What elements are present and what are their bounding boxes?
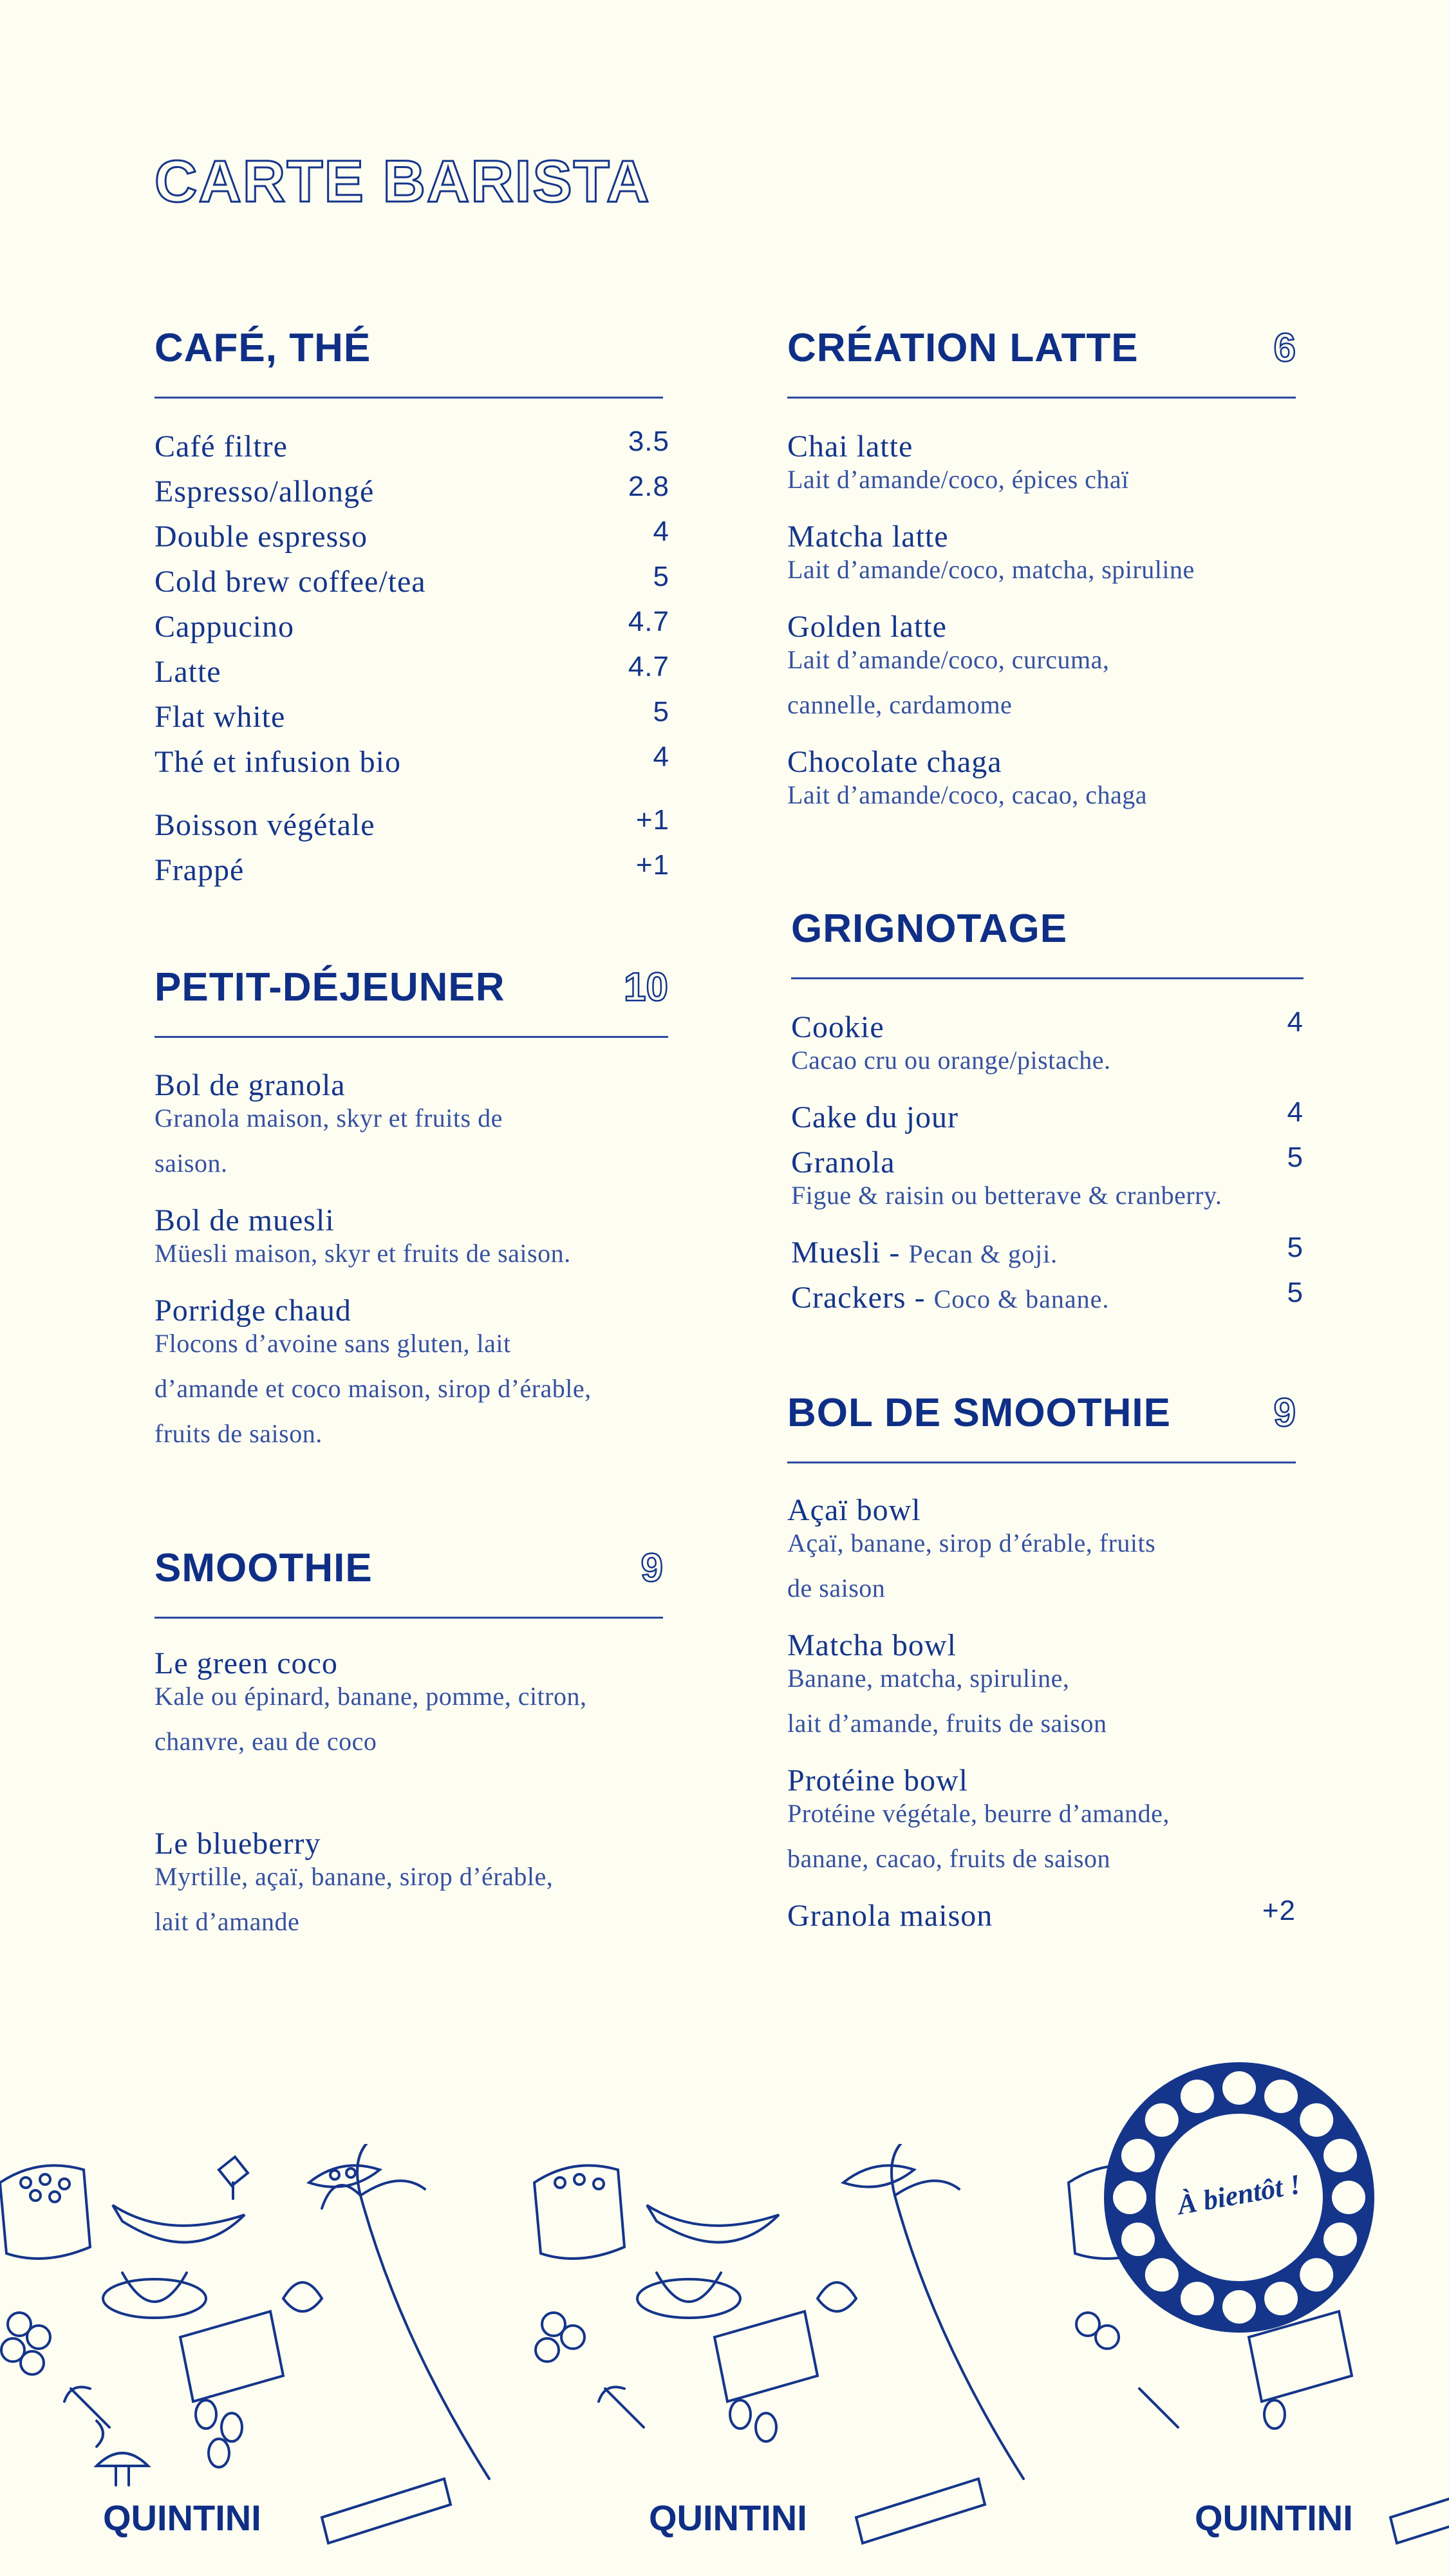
item-name: Granola <box>791 1145 895 1180</box>
item-name: Le blueberry <box>154 1827 321 1861</box>
item-name: Granola maison <box>787 1899 993 1933</box>
item-name: Cappucino <box>154 610 294 644</box>
brand-logo: QUINTINI <box>1188 2497 1360 2539</box>
item-desc: Lait d’amande/coco, épices chaï <box>787 465 1129 494</box>
section-cafe <box>154 328 669 399</box>
badge-ring-dot <box>1323 2223 1357 2256</box>
item-desc: d’amande et coco maison, sirop d’érable, <box>154 1374 592 1403</box>
item-inline-desc: Pecan & goji. <box>908 1239 1058 1268</box>
section-title: BOL DE SMOOTHIE <box>787 1391 1172 1435</box>
badge-text: À bientôt ! <box>1175 2168 1304 2221</box>
divider <box>787 1462 1296 1463</box>
item-desc: chanvre, eau de coco <box>154 1727 377 1756</box>
item-name: Açaï bowl <box>787 1493 921 1527</box>
item-price: 4.7 <box>628 606 669 637</box>
badge-ring-dot <box>1181 2080 1214 2113</box>
cafe-list <box>154 426 669 895</box>
item-desc: lait d’amande, fruits de saison <box>787 1709 1107 1738</box>
item-desc: Figue & raisin ou betterave & cranberry. <box>791 1181 1222 1210</box>
item-desc: Flocons d’avoine sans gluten, lait <box>154 1329 511 1358</box>
coffee-sack-icon <box>0 2165 90 2259</box>
cheese-icon <box>180 2311 283 2402</box>
item-price: +1 <box>635 804 669 836</box>
menu-item <box>154 561 669 599</box>
item-price: 3.5 <box>628 426 669 457</box>
section-title: CAFÉ, THÉ <box>154 326 371 370</box>
item-desc: Banane, matcha, spiruline, <box>787 1664 1070 1693</box>
item-price: 4 <box>1287 1096 1304 1128</box>
menu-item <box>154 741 669 779</box>
item-name: Espresso/allongé <box>154 475 375 509</box>
item-inline-desc: Coco & banane. <box>933 1284 1110 1313</box>
corkscrew-icon <box>64 2387 109 2447</box>
divider <box>154 397 663 399</box>
item-price: 5 <box>1287 1142 1304 1173</box>
item-name: Thé et infusion bio <box>154 745 401 779</box>
badge-ring-dot <box>1145 2103 1179 2137</box>
leaf-icon <box>219 2157 248 2199</box>
item-desc: Cacao cru ou orange/pistache. <box>791 1046 1111 1075</box>
section-bol-smoothie <box>787 1393 1296 1463</box>
divider <box>154 1036 668 1038</box>
item-name: Golden latte <box>787 610 947 644</box>
item-price: +2 <box>1262 1895 1296 1926</box>
bol-list <box>787 1495 1315 1959</box>
badge-ring-dot <box>1300 2258 1333 2291</box>
section-smoothie <box>154 1548 663 1619</box>
item-price: 5 <box>653 696 669 728</box>
menu-item <box>154 696 669 734</box>
item-desc: Lait d’amande/coco, cacao, chaga <box>787 780 1148 809</box>
item-desc: fruits de saison. <box>154 1419 323 1448</box>
divider <box>787 397 1296 399</box>
badge-ring-dot <box>1222 2071 1256 2105</box>
item-desc: cannelle, cardamome <box>787 690 1013 719</box>
item-name: Protéine bowl <box>787 1763 968 1798</box>
badge-ring-dot <box>1181 2282 1214 2315</box>
section-price: 10 <box>624 965 668 1010</box>
menu-item <box>154 471 669 509</box>
extra-item <box>154 804 669 842</box>
carrot-icon <box>322 2144 489 2479</box>
item-name: Boisson végétale <box>154 808 375 842</box>
item-price: 4.7 <box>628 651 669 682</box>
section-title: GRIGNOTAGE <box>791 907 1068 951</box>
item-price: 2.8 <box>628 471 669 502</box>
item-price: 5 <box>1287 1277 1304 1308</box>
section-price: 6 <box>1273 326 1296 370</box>
item-name: Le green coco <box>154 1646 338 1680</box>
section-grignotage <box>791 909 1304 979</box>
badge-ring-dot <box>1264 2080 1298 2113</box>
item-desc: Lait d’amande/coco, curcuma, <box>787 645 1110 674</box>
item-price: 4 <box>653 741 669 773</box>
latte-list <box>787 431 1315 837</box>
section-petit-dejeuner <box>154 965 668 1038</box>
farewell-badge <box>1098 2056 1381 2339</box>
menu-item <box>154 516 669 554</box>
menu-item <box>791 1277 1304 1315</box>
item-desc: de saison <box>787 1574 886 1603</box>
item-name: Matcha latte <box>787 520 949 554</box>
section-title: PETIT-DÉJEUNER <box>154 965 505 1010</box>
menu-item <box>791 1232 1304 1270</box>
item-desc: Granola maison, skyr et fruits de <box>154 1104 503 1133</box>
item-desc: Protéine végétale, beurre d’amande, <box>787 1799 1170 1828</box>
item-name: Porridge chaud <box>154 1293 351 1328</box>
grignotage-list <box>791 1006 1304 1334</box>
item-name: Crackers - <box>791 1281 926 1315</box>
item-desc: Myrtille, açaï, banane, sirop d’érable, <box>154 1862 554 1891</box>
item-name: Frappé <box>154 853 245 887</box>
pea-pod-icon <box>309 2165 380 2186</box>
menu-item <box>154 651 669 689</box>
item-price: 5 <box>1287 1232 1304 1263</box>
section-price: 9 <box>1273 1391 1296 1435</box>
badge-ring-dot <box>1145 2258 1179 2291</box>
item-name: Café filtre <box>154 429 288 464</box>
menu-item <box>154 606 669 644</box>
item-desc: Kale ou épinard, banane, pomme, citron, <box>154 1682 587 1711</box>
mushroom-icon <box>97 2453 148 2485</box>
item-name: Muesli - <box>791 1236 901 1270</box>
item-price: 5 <box>653 561 669 592</box>
item-name: Cake du jour <box>791 1100 958 1134</box>
grapes-icon <box>1 2313 50 2374</box>
item-name: Bol de muesli <box>154 1203 335 1237</box>
cup-icon <box>103 2273 206 2318</box>
item-price: 4 <box>653 516 669 547</box>
item-desc: banane, cacao, fruits de saison <box>787 1844 1110 1873</box>
item-name: Chai latte <box>787 429 913 464</box>
petit-list <box>154 1070 682 1469</box>
section-title: CRÉATION LATTE <box>787 326 1139 370</box>
item-name: Chocolate chaga <box>787 745 1002 779</box>
item-desc: Lait d’amande/coco, matcha, spiruline <box>787 555 1195 584</box>
coffee-beans-icon <box>196 2400 242 2467</box>
item-desc: Müesli maison, skyr et fruits de saison. <box>154 1239 571 1268</box>
banana-icon <box>113 2205 245 2242</box>
extra-item <box>154 849 669 887</box>
item-price: 4 <box>1287 1006 1304 1038</box>
badge-ring-dot <box>1222 2290 1256 2324</box>
extra-item <box>787 1895 1296 1933</box>
item-name: Flat white <box>154 700 286 734</box>
menu-title: CARTE BARISTA <box>154 149 651 214</box>
item-price: +1 <box>635 849 669 881</box>
menu-item <box>154 426 669 464</box>
section-title: SMOOTHIE <box>154 1546 373 1590</box>
item-name: Double espresso <box>154 520 368 554</box>
divider <box>791 977 1304 979</box>
item-desc: lait d’amande <box>154 1907 300 1936</box>
item-name: Matcha bowl <box>787 1628 957 1662</box>
section-latte <box>787 328 1296 399</box>
badge-ring-dot <box>1300 2103 1333 2137</box>
item-desc: saison. <box>154 1149 228 1178</box>
badge-ring-dot <box>1121 2139 1155 2172</box>
bottle-icon <box>322 2479 451 2543</box>
section-price: 9 <box>640 1546 663 1590</box>
menu-item <box>791 1096 1304 1134</box>
smoothie-list <box>154 1648 695 1970</box>
brand-logo: QUINTINI <box>97 2497 268 2539</box>
item-name: Cold brew coffee/tea <box>154 565 426 599</box>
garlic-icon <box>283 2282 322 2311</box>
item-desc: Açaï, banane, sirop d’érable, fruits <box>787 1528 1156 1557</box>
item-name: Latte <box>154 655 221 689</box>
brand-logo: QUINTINI <box>642 2497 814 2539</box>
divider <box>154 1617 663 1619</box>
item-name: Cookie <box>791 1010 884 1044</box>
badge-ring-dot <box>1264 2282 1298 2315</box>
item-name: Bol de granola <box>154 1068 346 1102</box>
